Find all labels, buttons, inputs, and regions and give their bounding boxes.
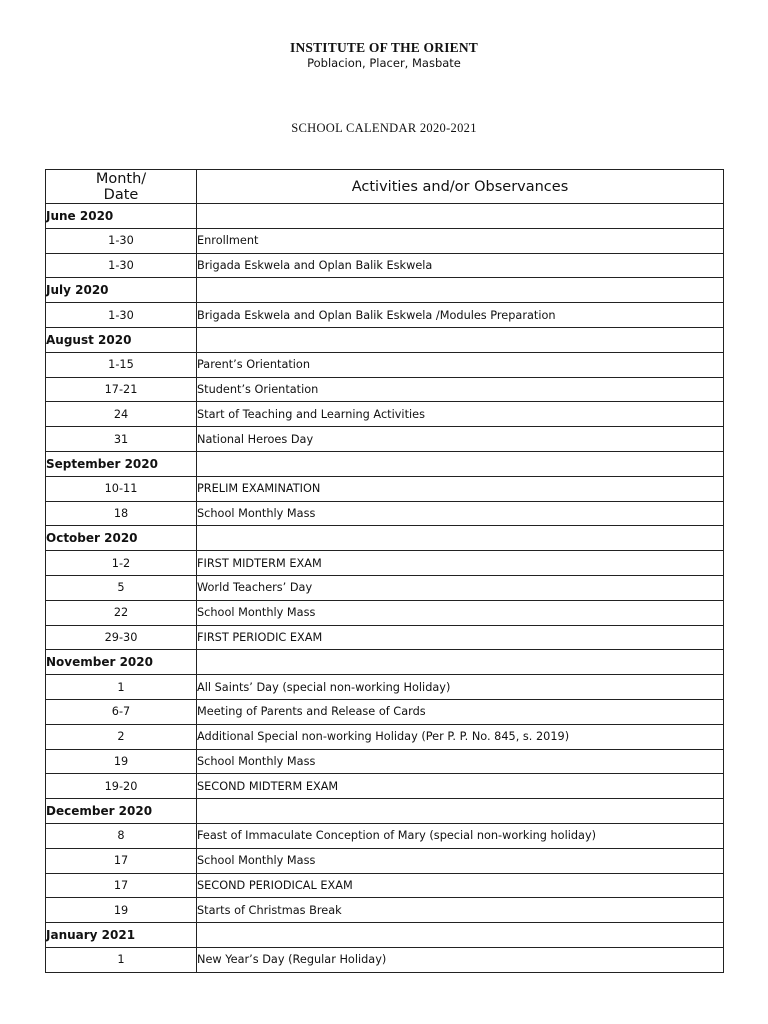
activity-cell: School Monthly Mass [197,749,724,774]
month-label: October 2020 [46,526,197,551]
date-cell: 18 [46,501,197,526]
activity-cell: FIRST PERIODIC EXAM [197,625,724,650]
table-row [46,774,724,799]
activity-cell: Brigada Eskwela and Oplan Balik Eskwela /Modules Preparation [197,303,724,328]
table-header-row [46,170,724,204]
header-month-date-line2: Date [103,186,139,203]
date-cell: 10-11 [46,476,197,501]
month-label: July 2020 [46,278,197,303]
school-address: Poblacion, Placer, Masbate [307,56,461,70]
month-label: June 2020 [46,204,197,229]
month-row [46,650,724,675]
table-row [46,352,724,377]
activity-cell: PRELIM EXAMINATION [197,476,724,501]
table-row [46,823,724,848]
month-empty-cell [197,278,724,303]
table-row [46,402,724,427]
month-empty-cell [197,526,724,551]
activity-cell: Feast of Immaculate Conception of Mary (special non-working holiday) [197,823,724,848]
date-cell: 6-7 [46,699,197,724]
date-cell: 17-21 [46,377,197,402]
school-calendar-table [45,169,724,973]
date-cell: 8 [46,823,197,848]
activity-cell: Enrollment [197,228,724,253]
header-month-date-line1: Month/ [95,170,147,187]
header-month-date [46,170,197,204]
table-row [46,228,724,253]
activity-cell: New Year’s Day (Regular Holiday) [197,947,724,972]
date-cell: 31 [46,427,197,452]
date-cell: 1-2 [46,551,197,576]
table-row [46,427,724,452]
month-row [46,451,724,476]
month-empty-cell [197,327,724,352]
month-row [46,799,724,824]
month-empty-cell [197,923,724,948]
table-row [46,947,724,972]
month-empty-cell [197,204,724,229]
activity-cell: School Monthly Mass [197,600,724,625]
activity-cell: School Monthly Mass [197,501,724,526]
month-label: December 2020 [46,799,197,824]
header-activities: Activities and/or Observances [197,170,724,204]
date-cell: 1-15 [46,352,197,377]
month-label: November 2020 [46,650,197,675]
date-cell: 17 [46,848,197,873]
table-row [46,625,724,650]
month-row [46,327,724,352]
school-name: INSTITUTE OF THE ORIENT [289,40,479,55]
activity-cell: Parent’s Orientation [197,352,724,377]
date-cell: 19 [46,898,197,923]
table-row [46,699,724,724]
table-row [46,898,724,923]
table-row [46,303,724,328]
date-cell: 2 [46,724,197,749]
date-cell: 19-20 [46,774,197,799]
activity-cell: Additional Special non-working Holiday (Per P. P. No. 845, s. 2019) [197,724,724,749]
table-row [46,749,724,774]
activity-cell: Starts of Christmas Break [197,898,724,923]
activity-cell: Student’s Orientation [197,377,724,402]
table-row [46,253,724,278]
month-row [46,923,724,948]
table-row [46,476,724,501]
table-row [46,551,724,576]
month-empty-cell [197,799,724,824]
activity-cell: Start of Teaching and Learning Activities [197,402,724,427]
date-cell: 22 [46,600,197,625]
calendar-title: SCHOOL CALENDAR 2020-2021 [291,121,477,135]
table-row [46,724,724,749]
month-row [46,204,724,229]
activity-cell: World Teachers’ Day [197,575,724,600]
table-row [46,575,724,600]
activity-cell: All Saints’ Day (special non-working Holiday) [197,675,724,700]
table-row [46,377,724,402]
date-cell: 1-30 [46,228,197,253]
date-cell: 29-30 [46,625,197,650]
activity-cell: Meeting of Parents and Release of Cards [197,699,724,724]
activity-cell: Brigada Eskwela and Oplan Balik Eskwela [197,253,724,278]
month-empty-cell [197,451,724,476]
date-cell: 17 [46,873,197,898]
month-row [46,526,724,551]
date-cell: 1 [46,947,197,972]
calendar-body [46,204,724,973]
activity-cell: SECOND MIDTERM EXAM [197,774,724,799]
date-cell: 5 [46,575,197,600]
table-row [46,675,724,700]
date-cell: 1-30 [46,253,197,278]
activity-cell: FIRST MIDTERM EXAM [197,551,724,576]
date-cell: 1 [46,675,197,700]
table-row [46,501,724,526]
date-cell: 1-30 [46,303,197,328]
activity-cell: SECOND PERIODICAL EXAM [197,873,724,898]
month-empty-cell [197,650,724,675]
month-label: September 2020 [46,451,197,476]
activity-cell: School Monthly Mass [197,848,724,873]
activity-cell: National Heroes Day [197,427,724,452]
month-label: August 2020 [46,327,197,352]
month-label: January 2021 [46,923,197,948]
table-row [46,848,724,873]
date-cell: 24 [46,402,197,427]
table-row [46,600,724,625]
month-row [46,278,724,303]
date-cell: 19 [46,749,197,774]
table-row [46,873,724,898]
